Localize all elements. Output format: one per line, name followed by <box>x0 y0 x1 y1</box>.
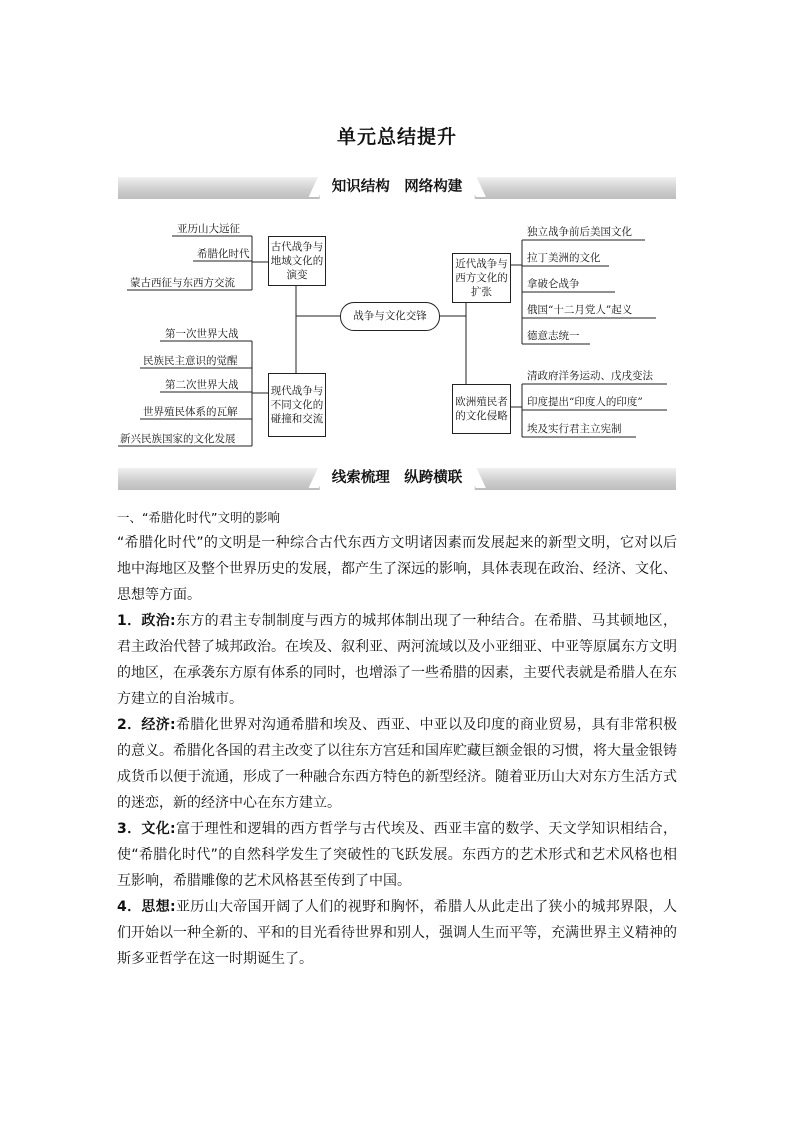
leaf-german-unification: 德意志统一 <box>527 330 580 342</box>
point-label: 2．经济: <box>117 717 176 733</box>
point-text: 亚历山大帝国开阔了人们的视野和胸怀，希腊人从此走出了狭小的城邦界限，人们开始以一种全新的、平和的目光看待世界和别人，强调人生而平等，充满世界主义精神的斯多亚哲学在这一时期诞生了。 <box>117 899 677 967</box>
banner-label: 知识结构 网络构建 <box>320 175 475 199</box>
leaf-american-independence: 独立战争前后美国文化 <box>527 226 632 238</box>
node-modern-near-war <box>452 253 511 303</box>
node-modern-war <box>268 373 326 437</box>
leaf-hellenistic-age: 希腊化时代 <box>197 248 250 260</box>
section-body <box>117 530 677 972</box>
point-text: 希腊化世界对沟通希腊和埃及、西亚、中亚以及印度的商业贸易，具有非常积极的意义。希腊化各国的君主改变了以往东方宫廷和国库贮藏巨额金银的习惯，将大量金银铸成货币以便于流通，形成了一种融合东西方特色的新型经济。随着亚历山大对东方生活方式的迷恋，新的经济中心在东方建立。 <box>117 717 677 811</box>
point-text: 富于理性和逻辑的西方哲学与古代埃及、西亚丰富的数学、天文学知识相结合，使“希腊化时代”的自然科学发生了突破性的飞跃发展。东西方的艺术形式和艺术风格也相互影响，希腊雕像的艺术风格甚至传到了中国。 <box>117 821 677 889</box>
intro-paragraph: “希腊化时代”的文明是一种综合古代东西方文明诸因素而发展起来的新型文明，它对以后地中海地区及整个世界历史的发展，都产生了深远的影响，具体表现在政治、经济、文化、思想等方面。 <box>117 535 677 603</box>
banner-threads <box>118 468 676 490</box>
leaf-national-awakening: 民族民主意识的觉醒 <box>143 355 238 367</box>
leaf-decembrist: 俄国“十二月党人”起义 <box>527 304 633 316</box>
node-ancient-war <box>268 236 326 286</box>
node-center-label: 战争与文化交锋 <box>353 310 427 322</box>
leaf-mongol-westward: 蒙古西征与东西方交流 <box>130 277 235 289</box>
page-title: 单元总结提升 <box>336 126 457 148</box>
leaf-new-nations: 新兴民族国家的文化发展 <box>120 433 236 445</box>
leaf-alexander-expedition: 亚历山大远征 <box>177 223 240 235</box>
node-modern-war-label: 现代战争与不同文化的碰撞和交流 <box>270 385 324 425</box>
point-label: 4．思想: <box>117 899 176 915</box>
node-colonial-label: 欧洲殖民者的文化侵略 <box>455 396 508 422</box>
point-text: 东方的君主专制制度与西方的城邦体制出现了一种结合。在希腊、马其顿地区，君主政治代替了城邦政治。在埃及、叙利亚、两河流域以及小亚细亚、中亚等原属东方文明的地区，在承袭东方原有体系的同时，也增添了一些希腊的因素，主要代表就是希腊人在东方建立的自治城市。 <box>117 613 677 707</box>
point-paragraph <box>117 608 677 712</box>
point-paragraph <box>117 816 677 894</box>
leaf-egypt-constitution: 埃及实行君主立宪制 <box>527 423 622 435</box>
node-colonial <box>452 384 511 434</box>
node-ancient-war-label: 古代战争与地域文化的演变 <box>270 241 324 281</box>
section-heading: 一、“希腊化时代”文明的影响 <box>117 510 280 525</box>
point-label: 1．政治: <box>117 613 176 629</box>
point-paragraph <box>117 894 677 972</box>
node-modern-near-war-label: 近代战争与西方文化的扩张 <box>455 258 508 298</box>
point-paragraph <box>117 712 677 816</box>
leaf-india-indians: 印度提出“印度人的印度” <box>527 396 643 408</box>
leaf-napoleonic-wars: 拿破仑战争 <box>527 278 580 290</box>
point-label: 3．文化: <box>117 821 176 837</box>
leaf-ww1: 第一次世界大战 <box>165 328 239 340</box>
leaf-latin-america: 拉丁美洲的文化 <box>527 252 601 264</box>
leaf-ww2: 第二次世界大战 <box>165 379 239 391</box>
leaf-colonial-collapse: 世界殖民体系的瓦解 <box>143 406 238 418</box>
node-center <box>340 302 440 331</box>
leaf-qing-reform: 清政府洋务运动、戊戌变法 <box>527 370 653 382</box>
banner-label: 线索梳理 纵跨横联 <box>320 466 475 490</box>
